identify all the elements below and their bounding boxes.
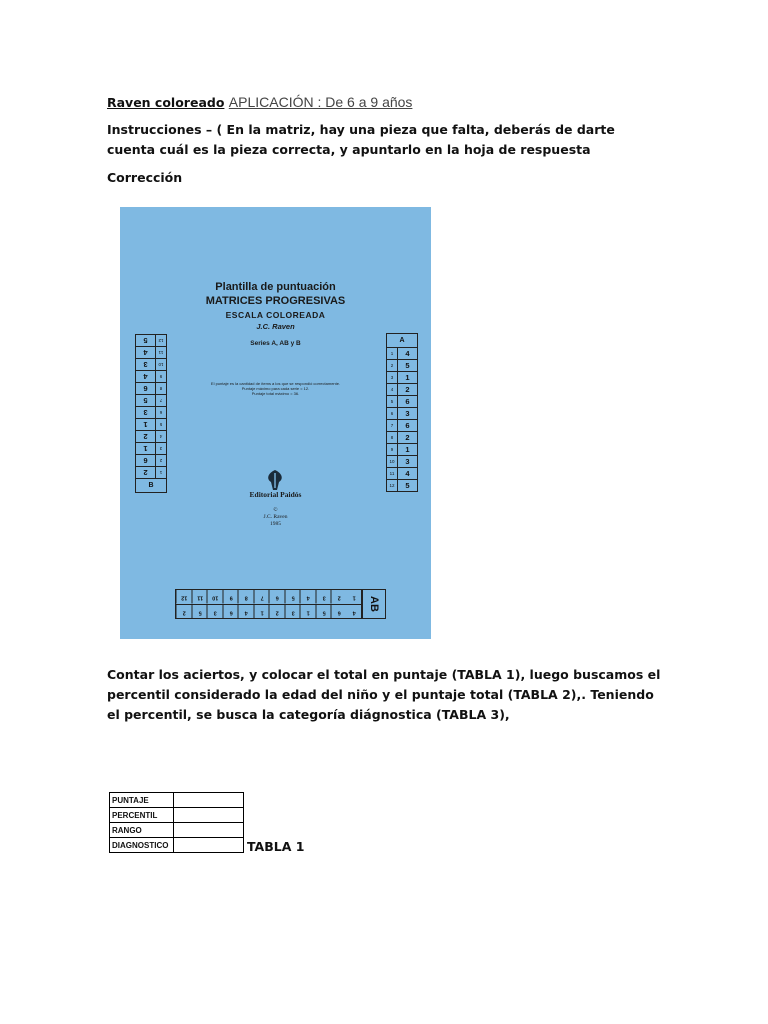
strip-item-number: 7 [254,590,270,604]
series-a-row [387,432,417,444]
document-heading [107,92,412,113]
series-b-row [136,370,166,382]
strip-answer: 5 [316,605,332,619]
series-a-row [387,384,417,396]
series-a-row [387,420,417,432]
series-b-answer: 2 [143,468,148,477]
tabla-1-label: RANGO [110,823,174,838]
tabla-1-table [109,792,244,853]
scan-subtitle: MATRICES PROGRESIVAS [205,295,346,307]
tabla-1-label: PUNTAJE [110,793,174,808]
series-a-answer: 4 [405,469,410,478]
series-b-row [136,358,166,370]
series-b-header: B [136,478,166,492]
strip-answers [176,604,361,619]
series-b-row [136,418,166,430]
series-b-answer: 5 [143,396,148,405]
scan-publisher: Editorial Paidós [249,490,302,499]
tabla-1-row [110,808,244,823]
series-b-item-number: 3 [155,443,166,454]
series-a-header: A [387,334,417,348]
tabla-1-body [110,793,244,853]
strip-answer: 4 [352,609,356,615]
strip-answer: 6 [331,605,347,619]
series-b-answer: 4 [143,348,148,357]
series-b-answer: 6 [143,384,148,393]
tabla-1-value-cell[interactable] [174,838,244,853]
series-a-row [387,468,417,480]
tabla-1-caption: TABLA 1 [247,839,305,854]
series-b-row [136,335,166,346]
series-a-row [387,456,417,468]
strip-item-number: 1 [352,594,356,601]
strip-answer: 2 [269,605,285,619]
series-a-answer: 3 [405,409,410,418]
strip-answer: 1 [254,605,270,619]
series-a-answer: 6 [405,421,410,430]
strip-item-number: 11 [192,590,208,604]
scan-note-line: Puntaje total máximo = 36. [251,391,300,396]
strip-item-number: 2 [331,590,347,604]
strip-item-number: 4 [300,590,316,604]
tabla-1-row [110,793,244,808]
series-b-answer: 3 [143,408,148,417]
series-a-answer-column [386,333,418,492]
series-a-item-number: 4 [387,384,398,395]
series-b-item-number: 9 [155,371,166,382]
tabla-1-label: PERCENTIL [110,808,174,823]
series-a-row [387,372,417,384]
series-b-item-number: 8 [155,383,166,394]
series-a-item-number: 3 [387,372,398,383]
strip-item-number: 6 [269,590,285,604]
tabla-1-label: DIAGNOSTICO [110,838,174,853]
series-a-answer: 5 [405,361,410,370]
scoring-instructions-paragraph: Contar los aciertos, y colocar el total en puntaje (TABLA 1), luego buscamos el percentil considerado la edad del niño y el puntaje total (TABLA 2),. Teniendo el percentil, se busca la categoría diágnostica (TABLA 3), [107,667,661,722]
series-b-answer: 1 [143,444,148,453]
series-a-answer: 6 [405,397,410,406]
strip-item-number: 10 [207,590,223,604]
series-a-answer: 4 [405,349,410,358]
series-b-answer: 3 [143,360,148,369]
heading-title: Raven coloreado [107,95,225,110]
series-b-answer: 5 [143,336,148,345]
strip-answer: 4 [238,605,254,619]
series-b-answer: 6 [143,456,148,465]
series-b-row [136,394,166,406]
scan-series: Series A, AB y B [250,340,301,347]
strip-item-number: 5 [285,590,301,604]
series-b-item-number: 7 [155,395,166,406]
strip-answer: 6 [223,605,239,619]
series-b-row [136,430,166,442]
series-a-rows [387,348,417,491]
series-b-row [136,454,166,466]
series-a-item-number: 9 [387,444,398,455]
publisher-logo-icon [262,469,288,491]
tabla-1-value-cell[interactable] [174,793,244,808]
scan-note-line: Puntaje máximo para cada serie = 12. [241,386,310,391]
series-b-item-number: 12 [155,335,166,346]
series-a-row [387,408,417,420]
tabla-1-row [110,838,244,853]
copyright-symbol: © [273,507,278,513]
tabla-1-value-cell[interactable] [174,808,244,823]
score-template-scan [120,207,431,639]
series-ab-header [362,589,386,619]
series-ab-label: AB [367,596,380,612]
copyright-author: J.C. Raven [263,514,288,520]
series-b-row [136,346,166,358]
series-b-item-number: 4 [155,431,166,442]
scan-note-line: El puntaje es la cantidad de ítems a los que se respondió correctamente. [210,381,341,386]
strip-answer: 1 [300,605,316,619]
series-a-item-number: 7 [387,420,398,431]
series-a-answer: 3 [405,457,410,466]
strip-item-number: 8 [238,590,254,604]
series-b-item-number: 10 [155,359,166,370]
strip-item-number: 12 [176,590,192,604]
series-a-item-number: 12 [387,480,398,491]
strip-item-numbers [176,590,361,604]
series-a-row [387,396,417,408]
series-a-item-number: 5 [387,396,398,407]
series-b-answer: 2 [143,432,148,441]
scan-author: J.C. Raven [256,322,295,331]
strip-answer: 3 [285,605,301,619]
series-a-item-number: 6 [387,408,398,419]
series-a-row [387,360,417,372]
strip-answer: 5 [192,605,208,619]
tabla-1-row [110,823,244,838]
series-a-answer: 2 [405,433,410,442]
series-b-answer-column [135,334,167,493]
strip-item-number: 9 [223,590,239,604]
heading-application: APLICACIÓN : De 6 a 9 años [228,94,413,110]
series-a-answer: 5 [405,481,410,490]
strip-answer: 3 [207,605,223,619]
scan-scale: ESCALA COLOREADA [225,310,326,320]
series-a-item-number: 11 [387,468,398,479]
series-b-item-number: 5 [155,419,166,430]
series-b-item-number: 6 [155,407,166,418]
series-a-item-number: 2 [387,360,398,371]
series-a-item-number: 10 [387,456,398,467]
series-a-row [387,480,417,491]
series-b-answer: 1 [143,420,148,429]
series-a-item-number: 8 [387,432,398,443]
series-a-item-number: 1 [387,348,398,359]
series-b-item-number: 11 [155,347,166,358]
series-b-row [136,466,166,478]
strip-answer: 2 [176,605,192,619]
series-b-rows [136,335,166,478]
series-b-row [136,442,166,454]
series-ab-answer-strip [175,589,362,619]
series-a-answer: 2 [405,385,410,394]
series-a-answer: 1 [405,373,410,382]
copyright-year: 1985 [270,521,281,527]
tabla-1-value-cell[interactable] [174,823,244,838]
series-a-row [387,444,417,456]
scan-copyright [120,507,431,528]
series-a-answer: 1 [405,445,410,454]
scan-title: Plantilla de puntuación [215,281,336,293]
series-b-row [136,382,166,394]
series-b-item-number: 2 [155,455,166,466]
series-b-answer: 4 [143,372,148,381]
series-a-row [387,348,417,360]
correction-heading: Corrección [107,170,183,185]
instructions-paragraph: Instrucciones – ( En la matriz, hay una pieza que falta, deberás de darte cuenta cuál es la pieza correcta, y apuntarlo en la hoja de respuesta [107,122,615,157]
series-b-row [136,406,166,418]
strip-item-number: 3 [316,590,332,604]
series-b-item-number: 1 [155,467,166,478]
